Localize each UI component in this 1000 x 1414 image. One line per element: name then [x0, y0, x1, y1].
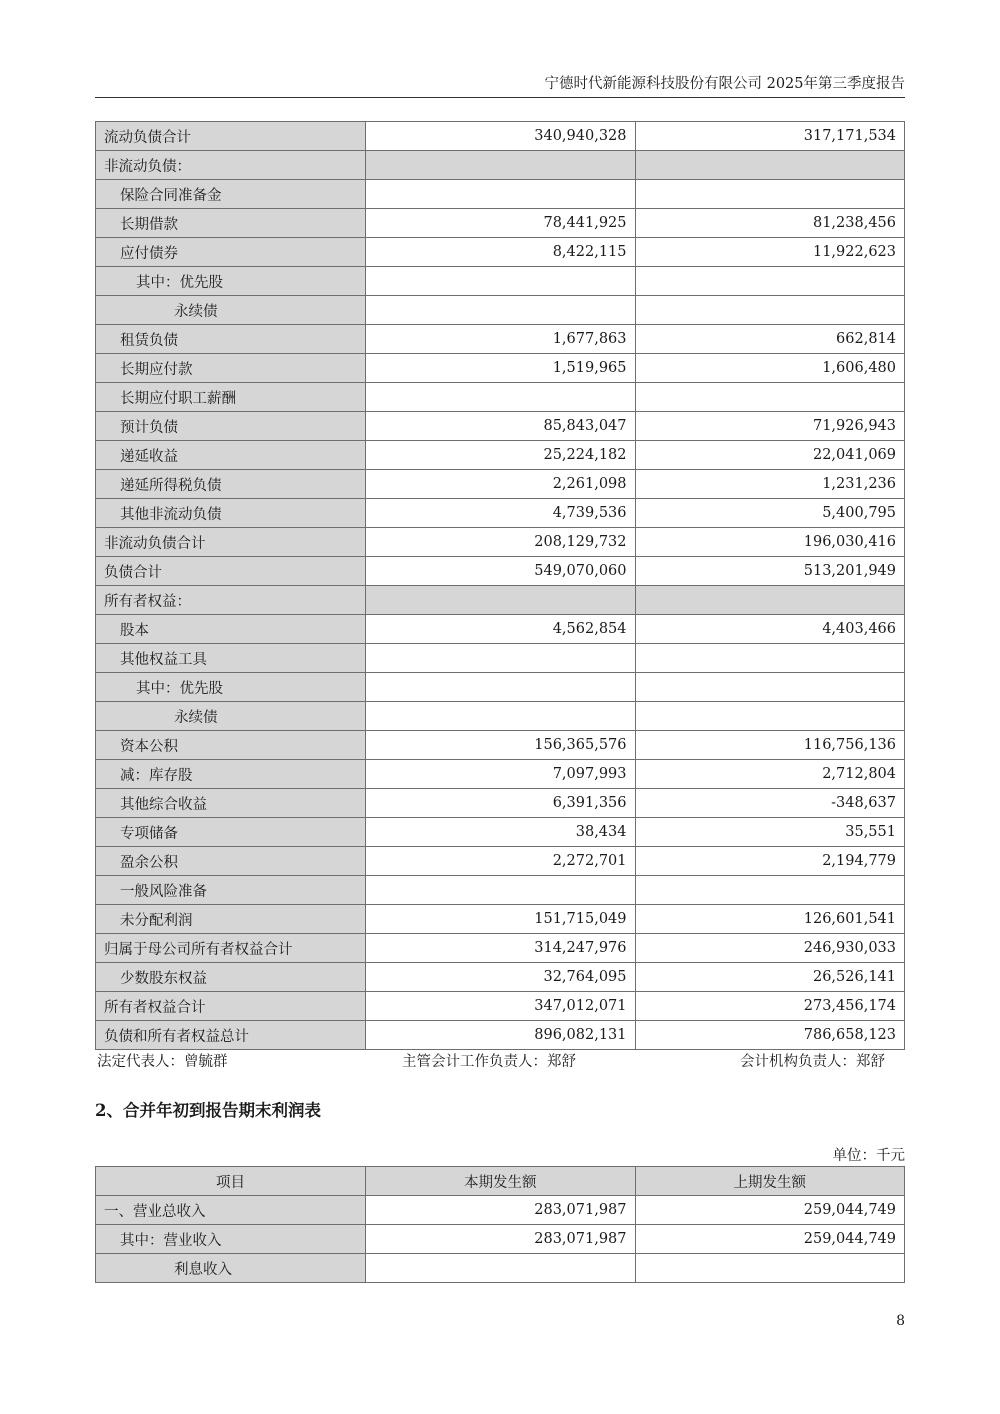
current-period-value: 151,715,049: [366, 905, 636, 934]
table-row: [96, 325, 905, 354]
table-header-row: [96, 1167, 905, 1196]
current-period-value: 2,261,098: [366, 470, 636, 499]
row-label: 其中：优先股: [96, 673, 366, 702]
prior-period-value: [635, 673, 905, 702]
table-row: [96, 470, 905, 499]
table-row: [96, 702, 905, 731]
table-row: [96, 557, 905, 586]
row-label: 其中：营业收入: [96, 1225, 366, 1254]
table-row: [96, 789, 905, 818]
current-period-value: [366, 1254, 636, 1283]
current-period-value: [366, 383, 636, 412]
row-label: 长期应付款: [96, 354, 366, 383]
row-label: 专项储备: [96, 818, 366, 847]
current-period-value: 283,071,987: [366, 1196, 636, 1225]
accounting-org-head: 会计机构负责人：郑舒: [740, 1054, 885, 1070]
prior-period-value: [635, 644, 905, 673]
prior-period-value: [635, 180, 905, 209]
prior-period-value: 1,606,480: [635, 354, 905, 383]
current-period-value: 7,097,993: [366, 760, 636, 789]
current-period-value: [366, 644, 636, 673]
prior-period-value: 1,231,236: [635, 470, 905, 499]
row-label: 长期应付职工薪酬: [96, 383, 366, 412]
table-row: [96, 876, 905, 905]
prior-period-value: [635, 296, 905, 325]
row-label: 未分配利润: [96, 905, 366, 934]
current-period-value: [366, 151, 636, 180]
row-label: 所有者权益：: [96, 586, 366, 615]
table-row: [96, 1254, 905, 1283]
header-prior: 上期发生额: [635, 1167, 905, 1196]
table-row: [96, 354, 905, 383]
header-item: 项目: [96, 1167, 366, 1196]
row-label: 资本公积: [96, 731, 366, 760]
prior-period-value: 35,551: [635, 818, 905, 847]
table-row: [96, 934, 905, 963]
table-row: [96, 586, 905, 615]
current-period-value: 1,677,863: [366, 325, 636, 354]
row-label: 一般风险准备: [96, 876, 366, 905]
table-row: [96, 818, 905, 847]
prior-period-value: [635, 151, 905, 180]
row-label: 其中：优先股: [96, 267, 366, 296]
current-period-value: 2,272,701: [366, 847, 636, 876]
prior-period-value: 273,456,174: [635, 992, 905, 1021]
accounting-head: 主管会计工作负责人：郑舒: [402, 1054, 576, 1070]
row-label: 永续债: [96, 296, 366, 325]
row-label: 负债合计: [96, 557, 366, 586]
prior-period-value: 662,814: [635, 325, 905, 354]
balance-sheet-table: [95, 121, 905, 1050]
page-number: 8: [896, 1313, 905, 1329]
row-label: 流动负债合计: [96, 122, 366, 151]
current-period-value: 340,940,328: [366, 122, 636, 151]
row-label: 应付债券: [96, 238, 366, 267]
row-label: 预计负债: [96, 412, 366, 441]
current-period-value: 896,082,131: [366, 1021, 636, 1050]
row-label: 非流动负债：: [96, 151, 366, 180]
table-row: [96, 499, 905, 528]
prior-period-value: [635, 586, 905, 615]
row-label: 永续债: [96, 702, 366, 731]
current-period-value: [366, 296, 636, 325]
row-label: 其他非流动负债: [96, 499, 366, 528]
table-row: [96, 151, 905, 180]
page-header: 宁德时代新能源科技股份有限公司 2025年第三季度报告: [95, 72, 905, 98]
table-row: [96, 905, 905, 934]
current-period-value: [366, 702, 636, 731]
table-row: [96, 731, 905, 760]
income-statement-table: [95, 1166, 905, 1283]
row-label: 盈余公积: [96, 847, 366, 876]
row-label: 其他综合收益: [96, 789, 366, 818]
prior-period-value: 2,194,779: [635, 847, 905, 876]
table-row: [96, 615, 905, 644]
section-title: 2、合并年初到报告期末利润表: [95, 1101, 321, 1120]
prior-period-value: 196,030,416: [635, 528, 905, 557]
table-row: [96, 963, 905, 992]
prior-period-value: 116,756,136: [635, 731, 905, 760]
table-row: [96, 528, 905, 557]
current-period-value: [366, 267, 636, 296]
row-label: 其他权益工具: [96, 644, 366, 673]
prior-period-value: [635, 702, 905, 731]
table-row: [96, 412, 905, 441]
current-period-value: 283,071,987: [366, 1225, 636, 1254]
row-label: 一、营业总收入: [96, 1196, 366, 1225]
row-label: 保险合同准备金: [96, 180, 366, 209]
table-row: [96, 209, 905, 238]
current-period-value: 549,070,060: [366, 557, 636, 586]
table-row: [96, 1021, 905, 1050]
prior-period-value: 4,403,466: [635, 615, 905, 644]
prior-period-value: 259,044,749: [635, 1225, 905, 1254]
table-row: [96, 441, 905, 470]
current-period-value: 25,224,182: [366, 441, 636, 470]
current-period-value: [366, 586, 636, 615]
current-period-value: 314,247,976: [366, 934, 636, 963]
row-label: 少数股东权益: [96, 963, 366, 992]
table-row: [96, 383, 905, 412]
table-row: [96, 847, 905, 876]
table-row: [96, 992, 905, 1021]
prior-period-value: 11,922,623: [635, 238, 905, 267]
current-period-value: 78,441,925: [366, 209, 636, 238]
header-current: 本期发生额: [366, 1167, 636, 1196]
row-label: 非流动负债合计: [96, 528, 366, 557]
current-period-value: 208,129,732: [366, 528, 636, 557]
table-row: [96, 1196, 905, 1225]
row-label: 所有者权益合计: [96, 992, 366, 1021]
current-period-value: 8,422,115: [366, 238, 636, 267]
prior-period-value: 513,201,949: [635, 557, 905, 586]
row-label: 递延收益: [96, 441, 366, 470]
current-period-value: 4,739,536: [366, 499, 636, 528]
current-period-value: [366, 180, 636, 209]
row-label: 利息收入: [96, 1254, 366, 1283]
table-row: [96, 122, 905, 151]
row-label: 股本: [96, 615, 366, 644]
prior-period-value: [635, 267, 905, 296]
row-label: 租赁负债: [96, 325, 366, 354]
prior-period-value: 246,930,033: [635, 934, 905, 963]
table-row: [96, 180, 905, 209]
prior-period-value: 81,238,456: [635, 209, 905, 238]
row-label: 负债和所有者权益总计: [96, 1021, 366, 1050]
table-row: [96, 296, 905, 325]
table-row: [96, 760, 905, 789]
prior-period-value: 126,601,541: [635, 905, 905, 934]
table-row: [96, 238, 905, 267]
table-row: [96, 1225, 905, 1254]
prior-period-value: 22,041,069: [635, 441, 905, 470]
current-period-value: [366, 876, 636, 905]
prior-period-value: 2,712,804: [635, 760, 905, 789]
unit-label: 单位：千元: [832, 1148, 905, 1164]
legal-representative: 法定代表人：曾毓群: [97, 1054, 228, 1070]
row-label: 减：库存股: [96, 760, 366, 789]
current-period-value: 1,519,965: [366, 354, 636, 383]
current-period-value: 32,764,095: [366, 963, 636, 992]
table-row: [96, 267, 905, 296]
row-label: 归属于母公司所有者权益合计: [96, 934, 366, 963]
prior-period-value: [635, 383, 905, 412]
table-row: [96, 673, 905, 702]
prior-period-value: 5,400,795: [635, 499, 905, 528]
prior-period-value: [635, 1254, 905, 1283]
prior-period-value: 26,526,141: [635, 963, 905, 992]
current-period-value: 38,434: [366, 818, 636, 847]
prior-period-value: 71,926,943: [635, 412, 905, 441]
table-row: [96, 644, 905, 673]
prior-period-value: 317,171,534: [635, 122, 905, 151]
current-period-value: 6,391,356: [366, 789, 636, 818]
current-period-value: [366, 673, 636, 702]
current-period-value: 156,365,576: [366, 731, 636, 760]
row-label: 递延所得税负债: [96, 470, 366, 499]
prior-period-value: [635, 876, 905, 905]
row-label: 长期借款: [96, 209, 366, 238]
current-period-value: 347,012,071: [366, 992, 636, 1021]
current-period-value: 85,843,047: [366, 412, 636, 441]
prior-period-value: 259,044,749: [635, 1196, 905, 1225]
prior-period-value: -348,637: [635, 789, 905, 818]
prior-period-value: 786,658,123: [635, 1021, 905, 1050]
current-period-value: 4,562,854: [366, 615, 636, 644]
